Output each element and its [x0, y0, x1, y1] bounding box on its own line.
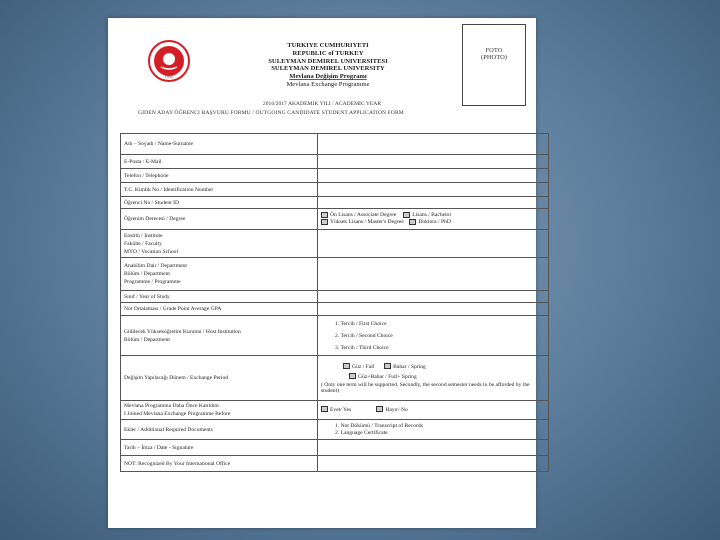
header-line-3: SULEYMAN DEMIREL UNIVERSITESI [268, 57, 388, 65]
first-choice-field[interactable]: 1. Tercih / First Choice [335, 320, 387, 327]
yes-checkbox[interactable]: Evet/ Yes [321, 407, 351, 413]
id-number-field[interactable] [318, 183, 549, 197]
host-choices [318, 316, 549, 356]
header-line-1: TURKIYE CUMHURIYETI [287, 42, 369, 49]
header-line-6: Mevlana Exchange Programme [286, 80, 370, 88]
year-of-study-field[interactable] [318, 291, 549, 303]
bachelor-checkbox[interactable]: Lisans / Bachelor [403, 212, 451, 218]
form-title: GIDEN ADAY ÖĞRENCI BAŞVURU FORMU / OUTGOING CANDIDATE STUDENT APPLICATION FORM [138, 110, 404, 116]
header-line-2: REPUBLIC of TURKEY [292, 49, 364, 57]
document-item: 2. Language Certificate [335, 429, 388, 436]
master-checkbox[interactable]: Yüksek Lisans / Master's Degree [321, 219, 404, 225]
recognition-note-field[interactable] [318, 456, 549, 472]
recognition-note-label: NOT: Recognized By Your International Office [121, 456, 318, 472]
gpa-label: Not Ortalaması / Grade Point Average GPA [121, 303, 318, 316]
associate-checkbox[interactable]: Ön Lisans / Associate Degree [321, 212, 396, 218]
phd-checkbox[interactable]: Doktora / PhD [409, 219, 451, 225]
exchange-period-note: ( Only one term will be supported. Secondly, the second semester needs to be afforded by the student) [321, 381, 530, 394]
application-table [120, 133, 549, 472]
spring-checkbox[interactable]: Bahar / Spring [384, 364, 426, 370]
email-label: E-Posta / E-Mail [121, 155, 318, 169]
institute-field[interactable] [318, 230, 549, 258]
name-label: Adı – Soyadı / Name-Surname [121, 134, 318, 155]
university-seal-logo [148, 40, 190, 82]
institute-label: Enstitü / Institute Fakülte / Faculty MYO / Vocation School [121, 230, 318, 258]
degree-label: Öğrenim Derecesi / Degree [121, 209, 318, 230]
department-label: Anabilim Dalı / Department Bölüm / Department Programme / Programme [121, 258, 318, 291]
third-choice-field[interactable]: 3. Tercih / Third Choice [335, 344, 389, 351]
phone-label: Telefon / Telephone [121, 169, 318, 183]
additional-documents-list [318, 420, 549, 440]
fall-checkbox[interactable]: Güz / Fall [343, 364, 374, 370]
signature-label: Tarih – İmza / Date - Signature [121, 440, 318, 456]
name-field[interactable] [318, 134, 549, 155]
photo-sublabel: (PHOTO) [481, 54, 507, 61]
application-form-page [108, 18, 536, 528]
degree-options [318, 209, 549, 230]
document-item: 1. Not Dökümü / Transcript of Records [335, 422, 423, 429]
gpa-field[interactable] [318, 303, 549, 316]
student-id-field[interactable] [318, 197, 549, 209]
second-choice-field[interactable]: 2. Tercih / Second Choice [335, 332, 393, 339]
svg-text:1992: 1992 [164, 74, 174, 79]
previous-participation-label: Mevlana Programına Daha Önce Katıldım I Joined Mevlana Exchange Programme Before [121, 401, 318, 420]
header-line-5: Mevlana Değişim Programı [289, 73, 367, 81]
exchange-period-options [318, 356, 549, 401]
no-checkbox[interactable]: Hayır/ No [376, 407, 408, 413]
academic-year: 2016/2017 AKADEMIK YILI / ACADEMIC YEAR [262, 101, 382, 107]
signature-field[interactable] [318, 440, 549, 456]
phone-field[interactable] [318, 169, 549, 183]
photo-box[interactable] [462, 24, 526, 106]
department-field[interactable] [318, 258, 549, 291]
id-number-label: T.C. Kimlik No / Identification Number [121, 183, 318, 197]
student-id-label: Öğrenci No / Student ID [121, 197, 318, 209]
full-year-checkbox[interactable]: Güz+Bahar / Full+ Spring [349, 374, 417, 380]
year-of-study-label: Sınıf / Year of Study [121, 291, 318, 303]
photo-label: FOTO [485, 47, 503, 54]
email-field[interactable] [318, 155, 549, 169]
previous-participation-options [318, 401, 549, 420]
additional-documents-label: Ekler / Additional Required Documents [121, 420, 318, 440]
header-line-4: SULEYMAN DEMIREL UNIVERSITY [271, 65, 385, 73]
host-institution-label: Gidilecek Yükseköğretim Kurumu / Host Institution Bölüm / Department [121, 316, 318, 356]
exchange-period-label: Değişim Yapılacağı Dönem / Exchange Period [121, 356, 318, 401]
document-header [228, 42, 428, 89]
